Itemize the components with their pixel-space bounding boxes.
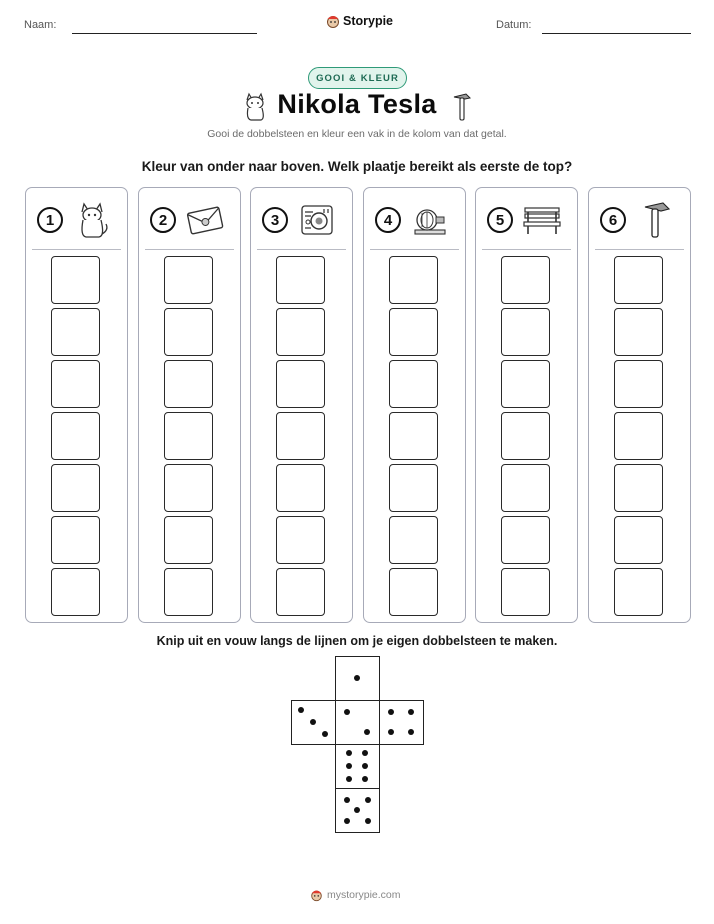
column-divider bbox=[145, 249, 234, 250]
die-pip bbox=[298, 707, 304, 713]
column-number: 3 bbox=[262, 207, 288, 233]
column-4 bbox=[363, 187, 466, 623]
color-cell[interactable] bbox=[501, 308, 550, 356]
color-cell[interactable] bbox=[51, 412, 100, 460]
date-line[interactable] bbox=[542, 33, 691, 34]
die-pip bbox=[344, 797, 350, 803]
die-pip bbox=[346, 763, 352, 769]
color-cell[interactable] bbox=[276, 412, 325, 460]
die-pip bbox=[408, 709, 414, 715]
die-pip bbox=[346, 750, 352, 756]
instruction-heading: Kleur van onder naar boven. Welk plaatje bereikt als eerste de top? bbox=[141, 159, 573, 174]
cat-icon bbox=[72, 200, 112, 240]
die-pip bbox=[354, 807, 360, 813]
color-cell[interactable] bbox=[51, 308, 100, 356]
page-title: Nikola Tesla bbox=[277, 89, 437, 119]
column-6 bbox=[588, 187, 691, 623]
color-cell[interactable] bbox=[389, 360, 438, 408]
color-cell[interactable] bbox=[51, 516, 100, 564]
color-cell[interactable] bbox=[51, 464, 100, 512]
color-cell[interactable] bbox=[389, 516, 438, 564]
die-pip bbox=[344, 709, 350, 715]
column-number: 4 bbox=[375, 207, 401, 233]
color-cell[interactable] bbox=[501, 256, 550, 304]
color-cell[interactable] bbox=[389, 412, 438, 460]
electric-motor-icon bbox=[410, 200, 450, 240]
storypie-mascot-icon bbox=[310, 888, 323, 902]
brand-logo bbox=[326, 13, 393, 29]
column-divider bbox=[257, 249, 346, 250]
color-cell[interactable] bbox=[276, 516, 325, 564]
die-pip bbox=[365, 797, 371, 803]
color-cell[interactable] bbox=[164, 360, 213, 408]
column-header bbox=[251, 188, 352, 250]
die-pip bbox=[310, 719, 316, 725]
die-face-6 bbox=[335, 744, 380, 789]
name-label: Naam: bbox=[24, 19, 57, 31]
color-cell[interactable] bbox=[276, 308, 325, 356]
die-face-5 bbox=[335, 788, 380, 833]
color-cell[interactable] bbox=[51, 568, 100, 616]
column-1 bbox=[25, 187, 128, 623]
brand-name: Storypie bbox=[343, 14, 394, 28]
color-cell[interactable] bbox=[614, 412, 663, 460]
subtitle: Gooi de dobbelsteen en kleur een vak in de kolom van dat getal. bbox=[207, 128, 507, 140]
color-cell[interactable] bbox=[164, 256, 213, 304]
die-pip bbox=[344, 818, 350, 824]
color-cell[interactable] bbox=[614, 256, 663, 304]
color-cell[interactable] bbox=[164, 308, 213, 356]
color-cell[interactable] bbox=[51, 256, 100, 304]
date-label: Datum: bbox=[496, 19, 532, 31]
color-cell[interactable] bbox=[276, 568, 325, 616]
color-cell[interactable] bbox=[614, 308, 663, 356]
color-cell[interactable] bbox=[614, 516, 663, 564]
color-cell[interactable] bbox=[164, 516, 213, 564]
die-pip bbox=[362, 750, 368, 756]
color-cell[interactable] bbox=[389, 568, 438, 616]
die-face-4 bbox=[379, 700, 424, 745]
column-2 bbox=[138, 187, 241, 623]
color-cell[interactable] bbox=[51, 360, 100, 408]
color-cell[interactable] bbox=[501, 360, 550, 408]
cut-instruction: Knip uit en vouw langs de lijnen om je eigen dobbelsteen te maken. bbox=[156, 634, 558, 648]
color-cell[interactable] bbox=[389, 308, 438, 356]
color-cell[interactable] bbox=[276, 256, 325, 304]
die-pip bbox=[408, 729, 414, 735]
hammer-icon bbox=[635, 200, 675, 240]
die-face-3 bbox=[291, 700, 336, 745]
column-5 bbox=[475, 187, 578, 623]
color-cell[interactable] bbox=[501, 464, 550, 512]
die-face-1 bbox=[335, 656, 380, 701]
die-pip bbox=[388, 709, 394, 715]
color-cell[interactable] bbox=[389, 464, 438, 512]
column-number: 2 bbox=[150, 207, 176, 233]
color-cell[interactable] bbox=[614, 360, 663, 408]
column-number: 1 bbox=[37, 207, 63, 233]
column-3 bbox=[250, 187, 353, 623]
footer-url[interactable]: mystorypie.com bbox=[327, 889, 401, 901]
storypie-mascot-icon bbox=[326, 13, 340, 29]
color-cell[interactable] bbox=[614, 568, 663, 616]
die-pip bbox=[322, 731, 328, 737]
column-divider bbox=[482, 249, 571, 250]
activity-badge: GOOI & KLEUR bbox=[308, 67, 407, 89]
circuit-gear-icon bbox=[297, 200, 337, 240]
die-pip bbox=[362, 776, 368, 782]
column-header bbox=[476, 188, 577, 250]
color-cell[interactable] bbox=[276, 360, 325, 408]
die-pip bbox=[365, 818, 371, 824]
bench-icon bbox=[522, 200, 562, 240]
color-cell[interactable] bbox=[501, 516, 550, 564]
color-cell[interactable] bbox=[164, 568, 213, 616]
color-cell[interactable] bbox=[501, 412, 550, 460]
column-number: 5 bbox=[487, 207, 513, 233]
color-cell[interactable] bbox=[164, 412, 213, 460]
column-divider bbox=[595, 249, 684, 250]
color-cell[interactable] bbox=[164, 464, 213, 512]
envelope-icon bbox=[185, 200, 225, 240]
column-header bbox=[589, 188, 690, 250]
name-line[interactable] bbox=[72, 33, 257, 34]
die-pip bbox=[354, 675, 360, 681]
die-pip bbox=[346, 776, 352, 782]
die-face-2 bbox=[335, 700, 380, 745]
column-header bbox=[26, 188, 127, 250]
column-header bbox=[364, 188, 465, 250]
hammer-icon bbox=[452, 92, 472, 122]
column-header bbox=[139, 188, 240, 250]
column-number: 6 bbox=[600, 207, 626, 233]
column-divider bbox=[370, 249, 459, 250]
color-cell[interactable] bbox=[276, 464, 325, 512]
color-cell[interactable] bbox=[389, 256, 438, 304]
die-pip bbox=[362, 763, 368, 769]
color-cell[interactable] bbox=[501, 568, 550, 616]
die-pip bbox=[388, 729, 394, 735]
color-cell[interactable] bbox=[614, 464, 663, 512]
die-pip bbox=[364, 729, 370, 735]
column-divider bbox=[32, 249, 121, 250]
footer bbox=[310, 888, 401, 902]
